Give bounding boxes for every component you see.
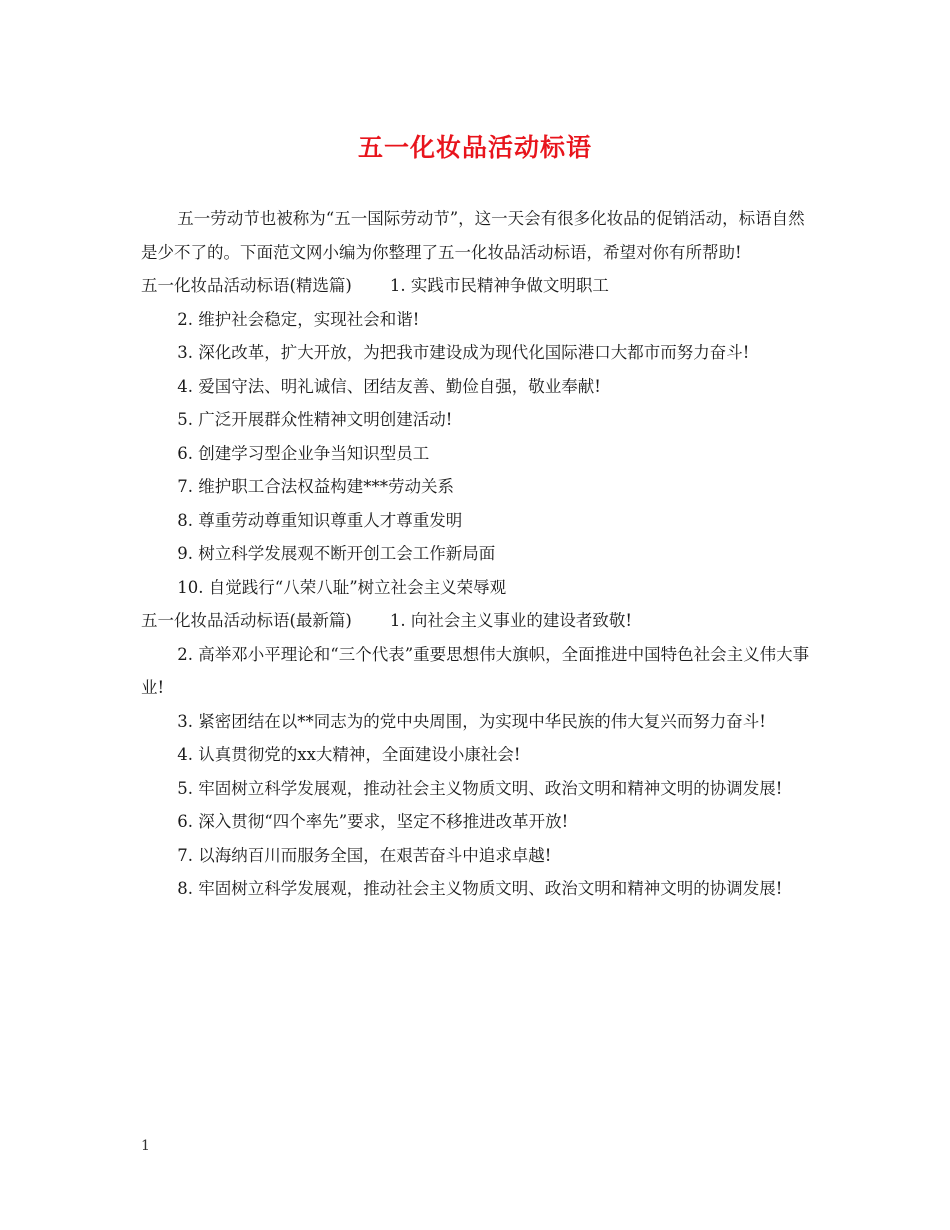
section-heading-line [141, 604, 821, 638]
list-item: 3. 深化改革，扩大开放，为把我市建设成为现代化国际港口大都市而努力奋斗! [177, 343, 750, 362]
list-item: 7. 以海纳百川而服务全国，在艰苦奋斗中追求卓越! [177, 845, 552, 865]
list-item: 1. 向社会主义事业的建设者致敬! [389, 611, 632, 630]
list-item: 7. 维护职工合法权益构建***劳动关系 [177, 477, 455, 496]
document-title: 五一化妆品活动标语 [357, 133, 592, 162]
document-body [141, 202, 821, 906]
list-item: 4. 认真贯彻党的xx大精神，全面建设小康社会! [177, 745, 521, 764]
list-item: 2. 维护社会稳定，实现社会和谐! [177, 309, 420, 329]
list-item: 5. 广泛开展群众性精神文明创建活动! [177, 410, 453, 429]
list-item: 1. 实践市民精神争做文明职工 [389, 276, 609, 295]
list-item: 4. 爱国守法、明礼诚信、团结友善、勤俭自强，敬业奉献! [177, 376, 601, 396]
list-item: 2. 高举邓小平理论和“三个代表”重要思想伟大旗帜，全面推进中国特色社会主义伟大事业! [141, 644, 810, 697]
list-item: 9. 树立科学发展观不断开创工会工作新局面 [177, 544, 496, 563]
list-item: 8. 尊重劳动尊重知识尊重人才尊重发明 [177, 510, 463, 530]
section-heading-line [141, 269, 821, 303]
list-item: 8. 牢固树立科学发展观，推动社会主义物质文明、政治文明和精神文明的协调发展! [177, 879, 783, 898]
list-item: 10. 自觉践行“八荣八耻”树立社会主义荣辱观 [177, 577, 507, 597]
list-item: 3. 紧密团结在以**同志为的党中央周围，为实现中华民族的伟大复兴而努力奋斗! [177, 711, 766, 731]
intro-paragraph: 五一劳动节也被称为“五一国际劳动节”，这一天会有很多化妆品的促销活动，标语自然是少不了的。下面范文网小编为你整理了五一化妆品活动标语，希望对你有所帮助! [141, 209, 805, 262]
section-heading: 五一化妆品活动标语(精选篇) [141, 276, 352, 295]
section-heading: 五一化妆品活动标语(最新篇) [141, 611, 352, 630]
list-item: 5. 牢固树立科学发展观，推动社会主义物质文明、政治文明和精神文明的协调发展! [177, 778, 783, 798]
list-item: 6. 深入贯彻“四个率先”要求，坚定不移推进改革开放! [177, 812, 569, 831]
page-number: 1 [141, 1138, 150, 1154]
list-item: 6. 创建学习型企业争当知识型员工 [177, 443, 430, 463]
